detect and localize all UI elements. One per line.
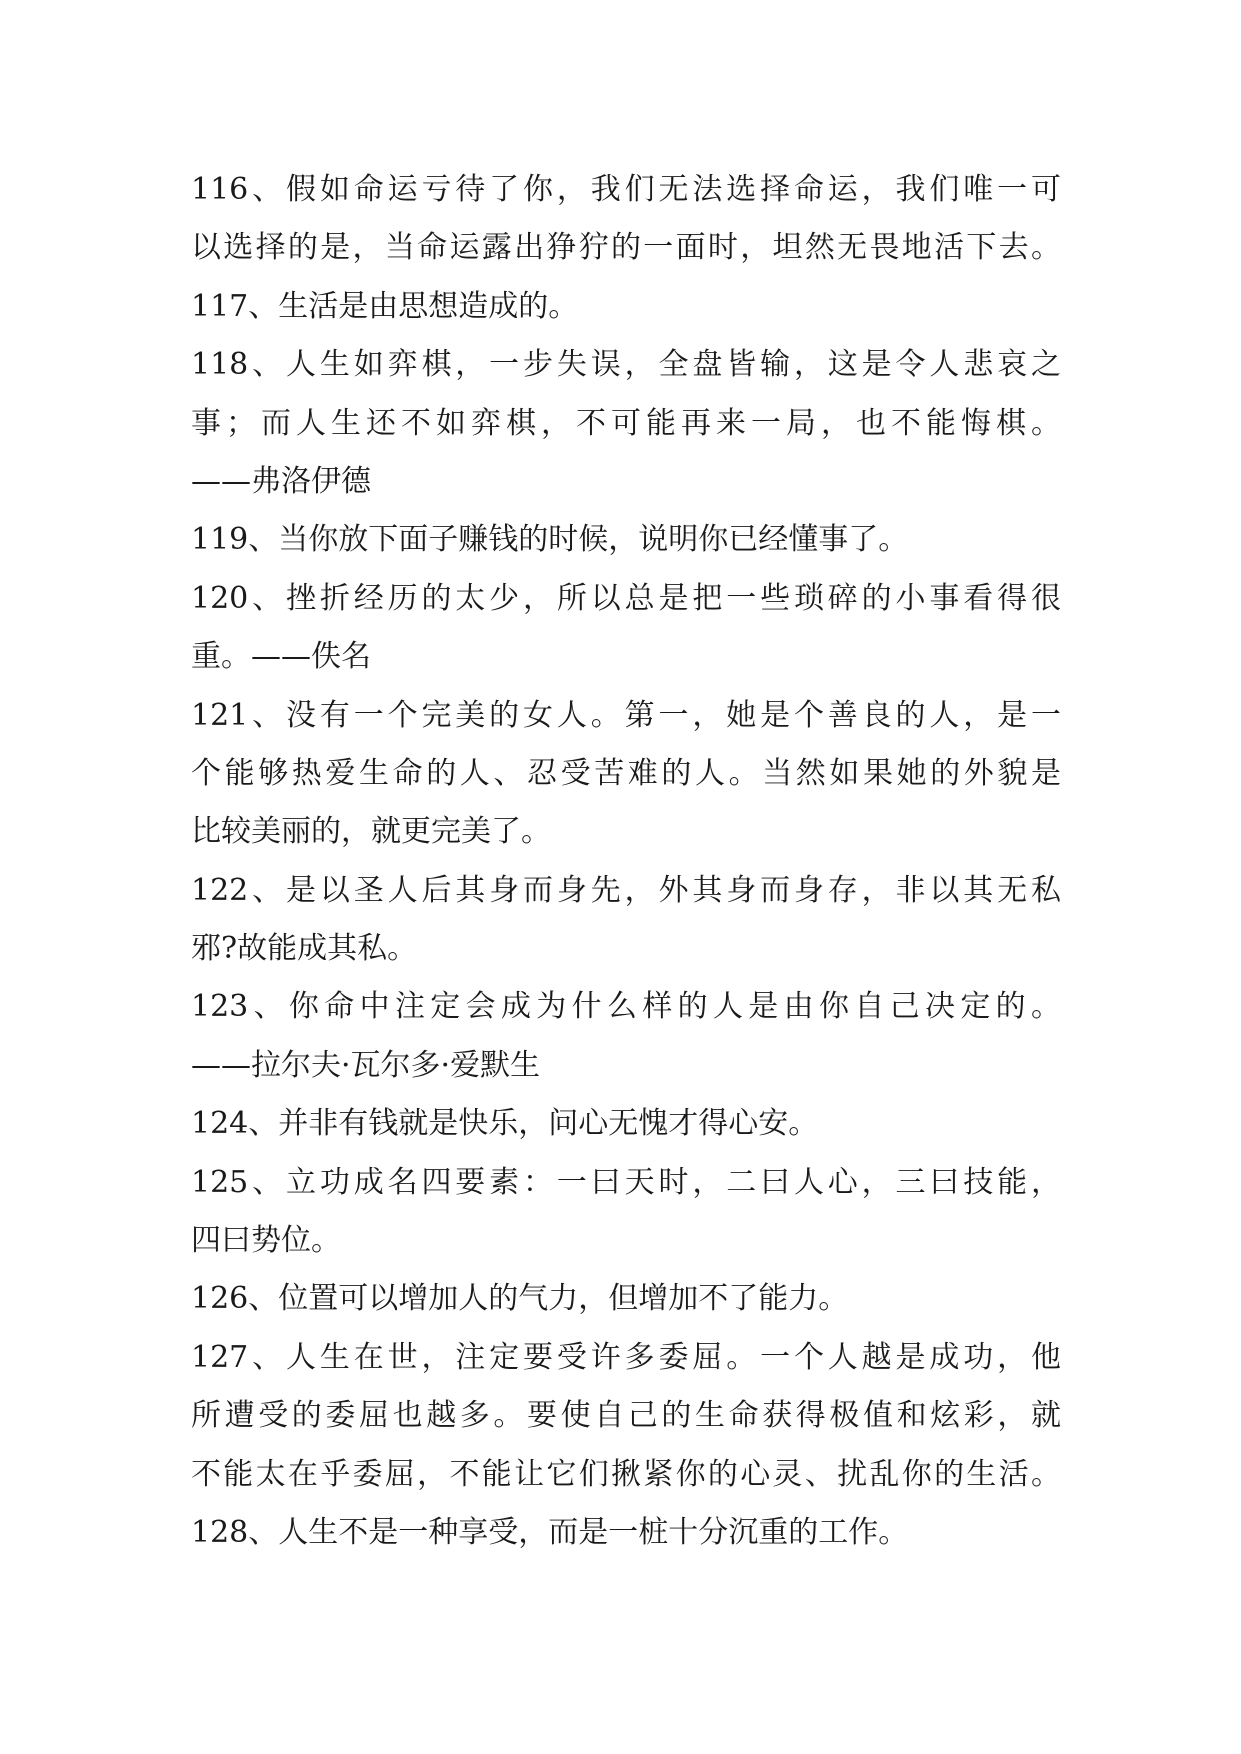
text-line: 119、当你放下面子赚钱的时候，说明你已经懂事了。 [191,522,909,558]
text-line: 124、并非有钱就是快乐，问心无愧才得心安。 [191,1106,819,1142]
text-line: 邪?故能成其私。 [191,931,418,967]
text-line: 128、人生不是一种享受，而是一桩十分沉重的工作。 [191,1514,909,1550]
text-line: 118、人生如弈棋，一步失误，全盘皆输，这是令人悲哀之 [191,347,1061,383]
text-line: 事；而人生还不如弈棋，不可能再来一局，也不能悔棋。 [191,405,1061,441]
text-line: 116、假如命运亏待了你，我们无法选择命运，我们唯一可 [191,172,1061,207]
text-line: ——拉尔夫·瓦尔多·爱默生 [191,1047,541,1083]
text-line: 重。——佚名 [191,639,371,675]
quote-text-block [191,161,1061,1562]
text-line: 个能够热爱生命的人、忍受苦难的人。当然如果她的外貌是 [191,755,1061,791]
text-line: 125、立功成名四要素：一曰天时，二曰人心，三曰技能， [191,1164,1061,1200]
text-line: 120、挫折经历的太少，所以总是把一些琐碎的小事看得很 [191,580,1061,616]
text-line: 117、生活是由思想造成的。 [191,288,579,324]
text-line: 126、位置可以增加人的气力，但增加不了能力。 [191,1281,849,1317]
text-line: 不能太在乎委屈，不能让它们揪紧你的心灵、扰乱你的生活。 [191,1456,1061,1492]
text-line: 比较美丽的，就更完美了。 [191,814,551,850]
text-line: ——弗洛伊德 [191,463,371,499]
text-line: 所遭受的委屈也越多。要使自己的生命获得极值和炫彩，就 [191,1398,1061,1434]
text-line: 127、人生在世，注定要受许多委屈。一个人越是成功，他 [191,1339,1061,1375]
text-line: 122、是以圣人后其身而身先，外其身而身存，非以其无私 [191,872,1061,908]
text-line: 以选择的是，当命运露出狰狞的一面时，坦然无畏地活下去。 [191,230,1061,266]
text-line: 121、没有一个完美的女人。第一，她是个善良的人，是一 [191,697,1061,733]
text-line: 123、你命中注定会成为什么样的人是由你自己决定的。 [191,989,1061,1025]
text-line: 四曰势位。 [191,1223,341,1259]
